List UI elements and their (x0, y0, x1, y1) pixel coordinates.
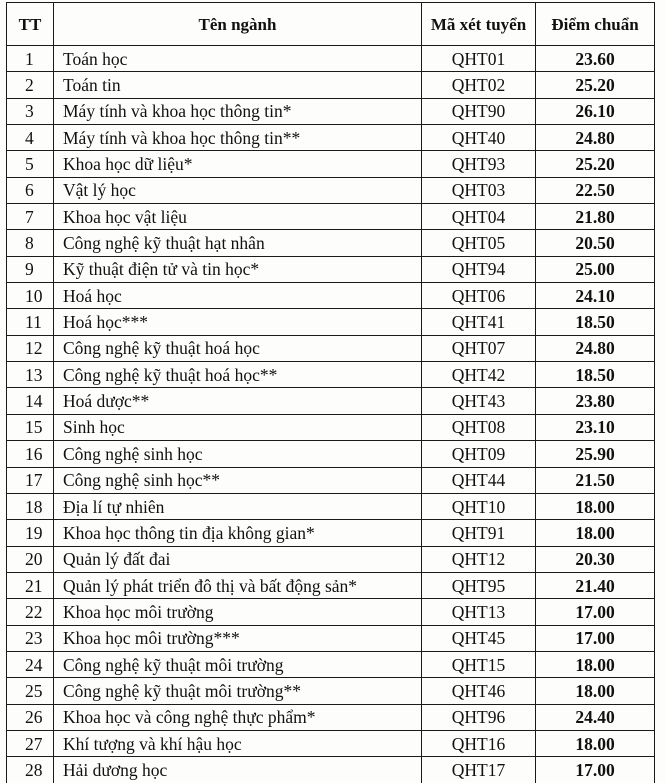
cutoff-score: 22.50 (536, 177, 655, 203)
major-name: Khoa học và công nghệ thực phẩm* (54, 704, 422, 730)
cutoff-score: 18.50 (536, 362, 655, 388)
table-row (7, 625, 655, 651)
major-name: Kỹ thuật điện tử và tin học* (54, 256, 422, 282)
header-code: Mã xét tuyển (422, 3, 536, 46)
major-name: Khí tượng và khí hậu học (54, 730, 422, 756)
row-number: 7 (7, 204, 54, 230)
major-name: Hải dương học (54, 757, 422, 783)
row-number: 10 (7, 283, 54, 309)
cutoff-score: 17.00 (536, 599, 655, 625)
table-row (7, 125, 655, 151)
table-row (7, 441, 655, 467)
row-number: 20 (7, 546, 54, 572)
admission-code: QHT07 (422, 335, 536, 361)
cutoff-score: 18.00 (536, 520, 655, 546)
cutoff-score: 26.10 (536, 98, 655, 124)
admission-code: QHT90 (422, 98, 536, 124)
admission-code: QHT46 (422, 678, 536, 704)
cutoff-score: 20.30 (536, 546, 655, 572)
admission-code: QHT41 (422, 309, 536, 335)
major-name: Vật lý học (54, 177, 422, 203)
table-row (7, 309, 655, 335)
cutoff-score: 23.80 (536, 388, 655, 414)
table-row (7, 256, 655, 282)
cutoff-score: 18.00 (536, 678, 655, 704)
header-tt: TT (7, 3, 54, 46)
major-name: Máy tính và khoa học thông tin** (54, 125, 422, 151)
admission-code: QHT09 (422, 441, 536, 467)
admission-code: QHT93 (422, 151, 536, 177)
row-number: 21 (7, 572, 54, 598)
row-number: 3 (7, 98, 54, 124)
major-name: Công nghệ sinh học** (54, 467, 422, 493)
row-number: 15 (7, 414, 54, 440)
admission-code: QHT05 (422, 230, 536, 256)
cutoff-score: 25.20 (536, 72, 655, 98)
table-row (7, 362, 655, 388)
table-row (7, 651, 655, 677)
cutoff-score: 21.40 (536, 572, 655, 598)
cutoff-score: 23.10 (536, 414, 655, 440)
major-name: Toán tin (54, 72, 422, 98)
major-name: Khoa học dữ liệu* (54, 151, 422, 177)
table-row (7, 757, 655, 783)
row-number: 9 (7, 256, 54, 282)
cutoff-score: 18.00 (536, 651, 655, 677)
major-name: Hoá dược** (54, 388, 422, 414)
major-name: Hoá học (54, 283, 422, 309)
row-number: 27 (7, 730, 54, 756)
table-row (7, 414, 655, 440)
admission-code: QHT02 (422, 72, 536, 98)
major-name: Công nghệ kỹ thuật hoá học** (54, 362, 422, 388)
row-number: 8 (7, 230, 54, 256)
cutoff-score: 21.80 (536, 204, 655, 230)
table-row (7, 388, 655, 414)
table-header-row (7, 3, 655, 46)
row-number: 4 (7, 125, 54, 151)
row-number: 28 (7, 757, 54, 783)
table-row (7, 283, 655, 309)
admission-code: QHT15 (422, 651, 536, 677)
admission-code: QHT42 (422, 362, 536, 388)
admission-code: QHT17 (422, 757, 536, 783)
admission-code: QHT01 (422, 46, 536, 72)
major-name: Khoa học môi trường*** (54, 625, 422, 651)
major-name: Địa lí tự nhiên (54, 493, 422, 519)
table-row (7, 46, 655, 72)
major-name: Khoa học môi trường (54, 599, 422, 625)
major-name: Công nghệ kỹ thuật môi trường** (54, 678, 422, 704)
major-name: Quản lý đất đai (54, 546, 422, 572)
admission-code: QHT40 (422, 125, 536, 151)
admission-code: QHT03 (422, 177, 536, 203)
major-name: Công nghệ kỹ thuật hoá học (54, 335, 422, 361)
cutoff-score: 18.00 (536, 493, 655, 519)
cutoff-score: 21.50 (536, 467, 655, 493)
table-row (7, 467, 655, 493)
row-number: 11 (7, 309, 54, 335)
row-number: 19 (7, 520, 54, 546)
major-name: Công nghệ sinh học (54, 441, 422, 467)
admission-code: QHT91 (422, 520, 536, 546)
table-row (7, 493, 655, 519)
major-name: Hoá học*** (54, 309, 422, 335)
major-name: Khoa học thông tin địa không gian* (54, 520, 422, 546)
table-row (7, 678, 655, 704)
table-row (7, 204, 655, 230)
row-number: 26 (7, 704, 54, 730)
admission-code: QHT44 (422, 467, 536, 493)
row-number: 1 (7, 46, 54, 72)
major-name: Công nghệ kỹ thuật hạt nhân (54, 230, 422, 256)
row-number: 5 (7, 151, 54, 177)
admission-code: QHT95 (422, 572, 536, 598)
cutoff-score: 17.00 (536, 625, 655, 651)
row-number: 16 (7, 441, 54, 467)
admission-code: QHT10 (422, 493, 536, 519)
row-number: 6 (7, 177, 54, 203)
table-row (7, 230, 655, 256)
row-number: 23 (7, 625, 54, 651)
admission-code: QHT12 (422, 546, 536, 572)
admission-code: QHT16 (422, 730, 536, 756)
major-name: Khoa học vật liệu (54, 204, 422, 230)
major-name: Công nghệ kỹ thuật môi trường (54, 651, 422, 677)
table-row (7, 151, 655, 177)
table-row (7, 599, 655, 625)
table-row (7, 546, 655, 572)
admission-code: QHT43 (422, 388, 536, 414)
row-number: 14 (7, 388, 54, 414)
row-number: 22 (7, 599, 54, 625)
cutoff-score: 25.00 (536, 256, 655, 282)
table-row (7, 704, 655, 730)
cutoff-score: 23.60 (536, 46, 655, 72)
table-row (7, 177, 655, 203)
row-number: 12 (7, 335, 54, 361)
admission-code: QHT13 (422, 599, 536, 625)
table-row (7, 335, 655, 361)
table-body (7, 46, 655, 783)
table-row (7, 72, 655, 98)
admission-code: QHT96 (422, 704, 536, 730)
row-number: 25 (7, 678, 54, 704)
cutoff-score: 24.40 (536, 704, 655, 730)
admission-scores-table (6, 2, 655, 783)
major-name: Toán học (54, 46, 422, 72)
cutoff-score: 24.10 (536, 283, 655, 309)
row-number: 17 (7, 467, 54, 493)
header-name: Tên ngành (54, 3, 422, 46)
cutoff-score: 24.80 (536, 335, 655, 361)
row-number: 13 (7, 362, 54, 388)
admission-code: QHT04 (422, 204, 536, 230)
admission-code: QHT94 (422, 256, 536, 282)
cutoff-score: 20.50 (536, 230, 655, 256)
cutoff-score: 18.50 (536, 309, 655, 335)
major-name: Sinh học (54, 414, 422, 440)
cutoff-score: 18.00 (536, 730, 655, 756)
admission-code: QHT08 (422, 414, 536, 440)
table-row (7, 520, 655, 546)
header-score: Điểm chuẩn (536, 3, 655, 46)
major-name: Máy tính và khoa học thông tin* (54, 98, 422, 124)
admission-code: QHT45 (422, 625, 536, 651)
row-number: 24 (7, 651, 54, 677)
cutoff-score: 25.20 (536, 151, 655, 177)
row-number: 2 (7, 72, 54, 98)
table-row (7, 730, 655, 756)
table-row (7, 98, 655, 124)
table-row (7, 572, 655, 598)
admission-code: QHT06 (422, 283, 536, 309)
cutoff-score: 17.00 (536, 757, 655, 783)
cutoff-score: 24.80 (536, 125, 655, 151)
cutoff-score: 25.90 (536, 441, 655, 467)
row-number: 18 (7, 493, 54, 519)
major-name: Quản lý phát triển đô thị và bất động sản* (54, 572, 422, 598)
